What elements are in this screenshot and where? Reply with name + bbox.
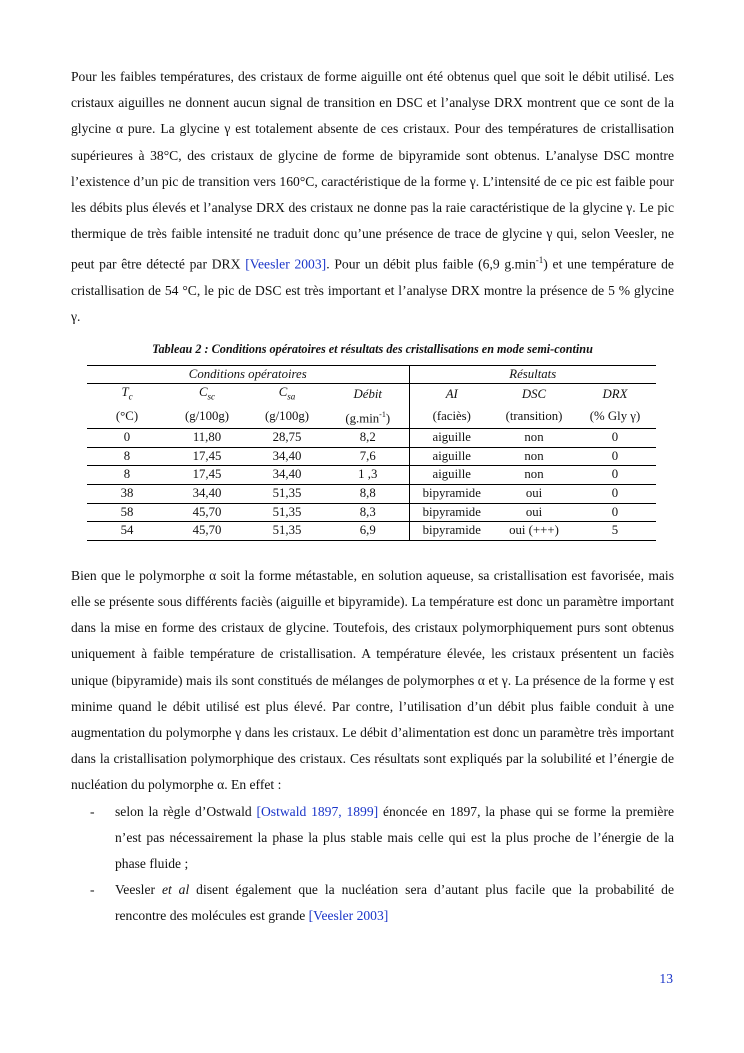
cell: 58 (87, 503, 167, 522)
cell: bipyramide (409, 484, 494, 503)
cell: 0 (574, 429, 656, 448)
cell: bipyramide (409, 503, 494, 522)
bullet-dash: - (90, 803, 95, 819)
cell: oui (+++) (494, 522, 574, 541)
table-row (87, 429, 656, 448)
cell: 34,40 (167, 484, 247, 503)
cell: 11,80 (167, 429, 247, 448)
paragraph-1-text-b: . Pour un débit plus faible (6,9 g.min (326, 256, 536, 272)
list-item (71, 877, 674, 929)
cell: 54 (87, 522, 167, 541)
cell: non (494, 447, 574, 466)
table-row (87, 484, 656, 503)
cell: 34,40 (247, 466, 327, 485)
cell: non (494, 429, 574, 448)
table-row (87, 447, 656, 466)
bullet-1-text-a: selon la règle d’Ostwald (115, 803, 257, 819)
cell: bipyramide (409, 522, 494, 541)
table-caption: Tableau 2 : Conditions opératoires et résultats des cristallisations en mode semi-continu (152, 341, 593, 356)
unit-csc: (g/100g) (167, 406, 247, 428)
unit-tc: (°C) (87, 406, 167, 428)
header-csc: $C_{sc}$ (167, 384, 247, 407)
cell: 5 (574, 522, 656, 541)
cell: 0 (574, 466, 656, 485)
cell: 8,8 (327, 484, 409, 503)
unit-dsc: (transition) (494, 406, 574, 428)
cell: oui (494, 503, 574, 522)
header-tc: $T_c$ (87, 384, 167, 407)
bullet-list (71, 799, 674, 930)
cell: 28,75 (247, 429, 327, 448)
citation-ostwald[interactable]: [Ostwald 1897, 1899] (256, 803, 379, 819)
paragraph-1-superscript: -1 (535, 255, 544, 266)
paragraph-1 (71, 64, 674, 331)
unit-csa: (g/100g) (247, 406, 327, 428)
paragraph-2: Bien que le polymorphe α soit la forme métastable, en solution aqueuse, sa cristallisation est favorisée, mais elle se présente sous différents faciès (aiguille et bipyramide). La température est donc un paramètre important dans la mise en forme des cristaux de glycine. Toutefois, des cristaux polymorphiquement purs sont obtenus uniquement à faible température de cristallisation. A température élevée, les cristaux présentent un faciès unique (bipyramide) mais ils sont constitués de mélanges de polymorphes α et γ. La présence de la forme γ est minime quand le débit utilisé est plus élevé. Par contre, l’utilisation d’un débit plus faible conduit à une augmentation du polymorphe γ dans les cristaux. Le débit d’alimentation est donc un paramètre très important dans la cristallisation polymorphique des cristaux. Ces résultats sont expliqués par la solubilité et l’énergie de nucléation du polymorphe α. En effet : (71, 567, 674, 793)
cell: 8,3 (327, 503, 409, 522)
cell: 17,45 (167, 466, 247, 485)
cell: 6,9 (327, 522, 409, 541)
cell: 1 ,3 (327, 466, 409, 485)
cell: aiguille (409, 429, 494, 448)
paragraph-1-text-c: ) et une température de cristallisation de 54 °C, le pic de DSC est très important et l’analyse DRX montre la présence de 5 % glycine γ. (71, 256, 674, 325)
table-row (87, 503, 656, 522)
bullet-1-text-b: énoncée en 1897, la phase qui se forme la première n’est pas nécessairement la phase la plus stable mais celle qui est la plus proche de l’énergie de la phase fluide ; (115, 803, 674, 871)
cell: 45,70 (167, 503, 247, 522)
cell: 8 (87, 447, 167, 466)
header-ai: AI (409, 384, 494, 407)
table-row (87, 466, 656, 485)
cell: 38 (87, 484, 167, 503)
cell: 8 (87, 466, 167, 485)
citation-veesler-2003[interactable]: [Veesler 2003] (245, 256, 327, 272)
cell: 0 (87, 429, 167, 448)
cell: 8,2 (327, 429, 409, 448)
header-debit: Débit (327, 384, 409, 407)
header-drx: DRX (574, 384, 656, 407)
cell: aiguille (409, 447, 494, 466)
cell: 0 (574, 484, 656, 503)
cell: 34,40 (247, 447, 327, 466)
group-header-results: Résultats (409, 365, 656, 384)
cell: 7,6 (327, 447, 409, 466)
header-csa: $C_{sa}$ (247, 384, 327, 407)
cell: 0 (574, 503, 656, 522)
list-item (71, 799, 674, 878)
cell: non (494, 466, 574, 485)
cell: 51,35 (247, 522, 327, 541)
cell: 51,35 (247, 484, 327, 503)
table-header-row-2 (87, 406, 656, 428)
results-table (87, 365, 656, 541)
cell: 45,70 (167, 522, 247, 541)
table-header-row-1 (87, 384, 656, 407)
table-group-header-row (87, 365, 656, 384)
cell: 51,35 (247, 503, 327, 522)
cell: aiguille (409, 466, 494, 485)
unit-drx: (% Gly γ) (574, 406, 656, 428)
citation-veesler-2003-b[interactable]: [Veesler 2003] (308, 908, 389, 924)
cell: 0 (574, 447, 656, 466)
header-dsc: DSC (494, 384, 574, 407)
cell: oui (494, 484, 574, 503)
bullet-2-text-b: disent également que la nucléation sera d’autant plus facile que la probabilité de rencontre des molécules est grande (115, 882, 675, 924)
bullet-dash: - (90, 882, 95, 898)
bullet-2-emphasis: et al (161, 882, 190, 898)
unit-debit: $(g.\min^{-1})$ (327, 406, 409, 428)
paragraph-1-text-a: Pour les faibles températures, des cristaux de forme aiguille ont été obtenus quel que soit le débit utilisé. Les cristaux aiguilles ne donnent aucun signal de transition en DSC et l’analyse DRX montrent que ce sont de la glycine α pure. La glycine γ est totalement absente de ces cristaux. Pour des températures de cristallisation supérieures à 38°C, des cristaux de glycine de forme de bipyramide sont obtenus. L’analyse DSC montre l’existence d’un pic de transition vers 160°C, caractéristique de la forme γ. L’intensité de ce pic est faible pour les débits plus élevés et l’analyse DRX des cristaux ne donne pas la raie caractéristique de la glycine γ. Le pic thermique de très faible intensité ne traduit donc qu’une présence de trace de glycine γ qui, selon Veesler, ne peut par être détecté par DRX (71, 69, 674, 272)
cell: 17,45 (167, 447, 247, 466)
group-header-conditions: Conditions opératoires (87, 365, 409, 384)
page-content (71, 64, 674, 930)
bullet-2-text-a: Veesler (115, 882, 162, 898)
table-row (87, 522, 656, 541)
page-number: 13 (659, 971, 673, 986)
unit-ai: (faciès) (409, 406, 494, 428)
